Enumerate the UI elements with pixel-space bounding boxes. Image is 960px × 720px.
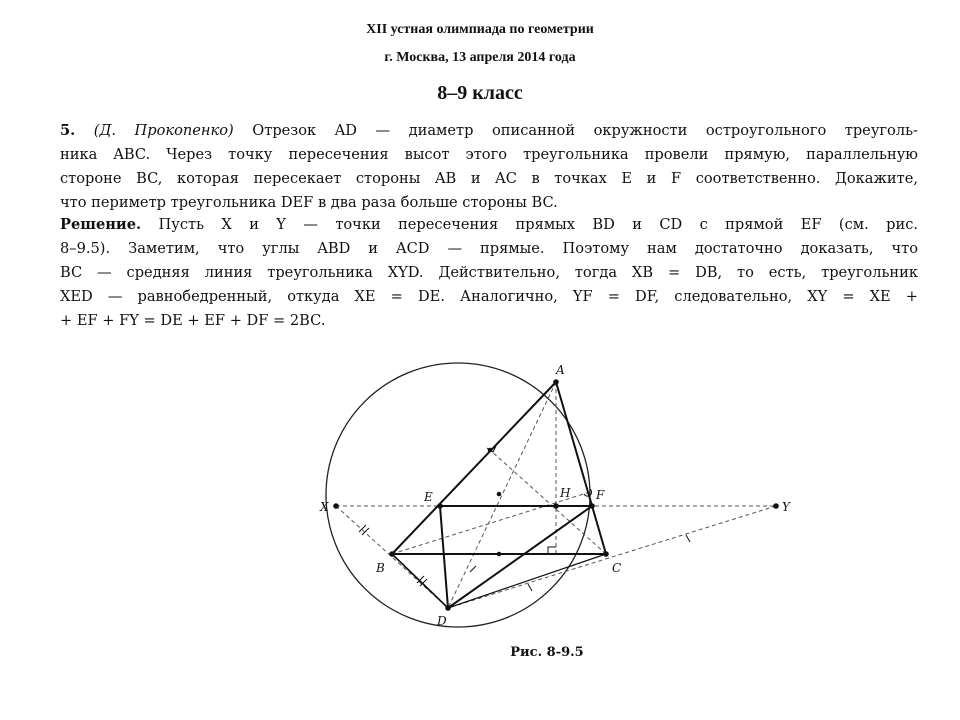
label-f: F — [596, 488, 605, 502]
solution-line: XED — равнобедренный, откуда XE = DE. Аналогично, YF = DF, следовательно, XY = XE + — [60, 288, 918, 305]
problem-line: что периметр треугольника DEF в два раза больше стороны BC. — [60, 194, 558, 211]
label-y: Y — [782, 500, 790, 514]
problem-statement — [60, 119, 918, 215]
event-title: XII устная олимпиада по геометрии — [366, 22, 594, 37]
solution-heading: Решение. — [60, 216, 142, 233]
segment-cd — [448, 554, 606, 608]
solution-line: + EF + FY = DE + EF + DF = 2BC. — [60, 312, 326, 329]
solution-text: Пусть X и Y — точки пересечения прямых BD и CD с прямой EF (см. рис. — [158, 216, 919, 233]
solution — [60, 213, 918, 333]
problem-line — [60, 119, 918, 143]
problem-line: ника ABC. Через точку пересечения высот этого треугольника провели прямую, параллельную — [60, 146, 918, 163]
label-b: B — [376, 561, 385, 575]
label-d: D — [437, 614, 447, 628]
altitude-c — [490, 450, 606, 554]
problem-number: 5. — [60, 122, 76, 139]
solution-line: BC — средняя линия треугольника XYD. Действительно, тогда XB = DB, то есть, треугольник — [60, 264, 918, 281]
label-a: A — [556, 363, 565, 377]
solution-line — [60, 213, 918, 237]
tick-marks — [359, 525, 690, 591]
label-c: C — [612, 561, 622, 575]
diameter-ad — [448, 382, 556, 608]
triangle-abc — [392, 382, 606, 554]
segment-bd — [392, 554, 448, 608]
figure-caption: Рис. 8-9.5 — [510, 645, 584, 660]
grade-heading: 8–9 класс — [437, 82, 523, 104]
triangle-def — [440, 506, 592, 608]
label-e: E — [424, 490, 433, 504]
right-angle-mark — [548, 547, 556, 554]
solution-line: 8–9.5). Заметим, что углы ABD и ACD — прямые. Поэтому нам достаточно доказать, что — [60, 240, 918, 257]
geometry-figure — [300, 352, 820, 642]
problem-author: (Д. Прокопенко) — [93, 122, 234, 139]
problem-text: Отрезок AD — диаметр описанной окружности остроугольного треуголь- — [252, 122, 918, 139]
label-h: H — [560, 486, 571, 500]
line-y-d — [448, 506, 776, 608]
problem-line: стороне BC, которая пересекает стороны AB и AC в точках E и F соответственно. Докажите, — [60, 170, 918, 187]
label-x: X — [320, 500, 329, 514]
event-date: г. Москва, 13 апреля 2014 года — [384, 50, 576, 65]
